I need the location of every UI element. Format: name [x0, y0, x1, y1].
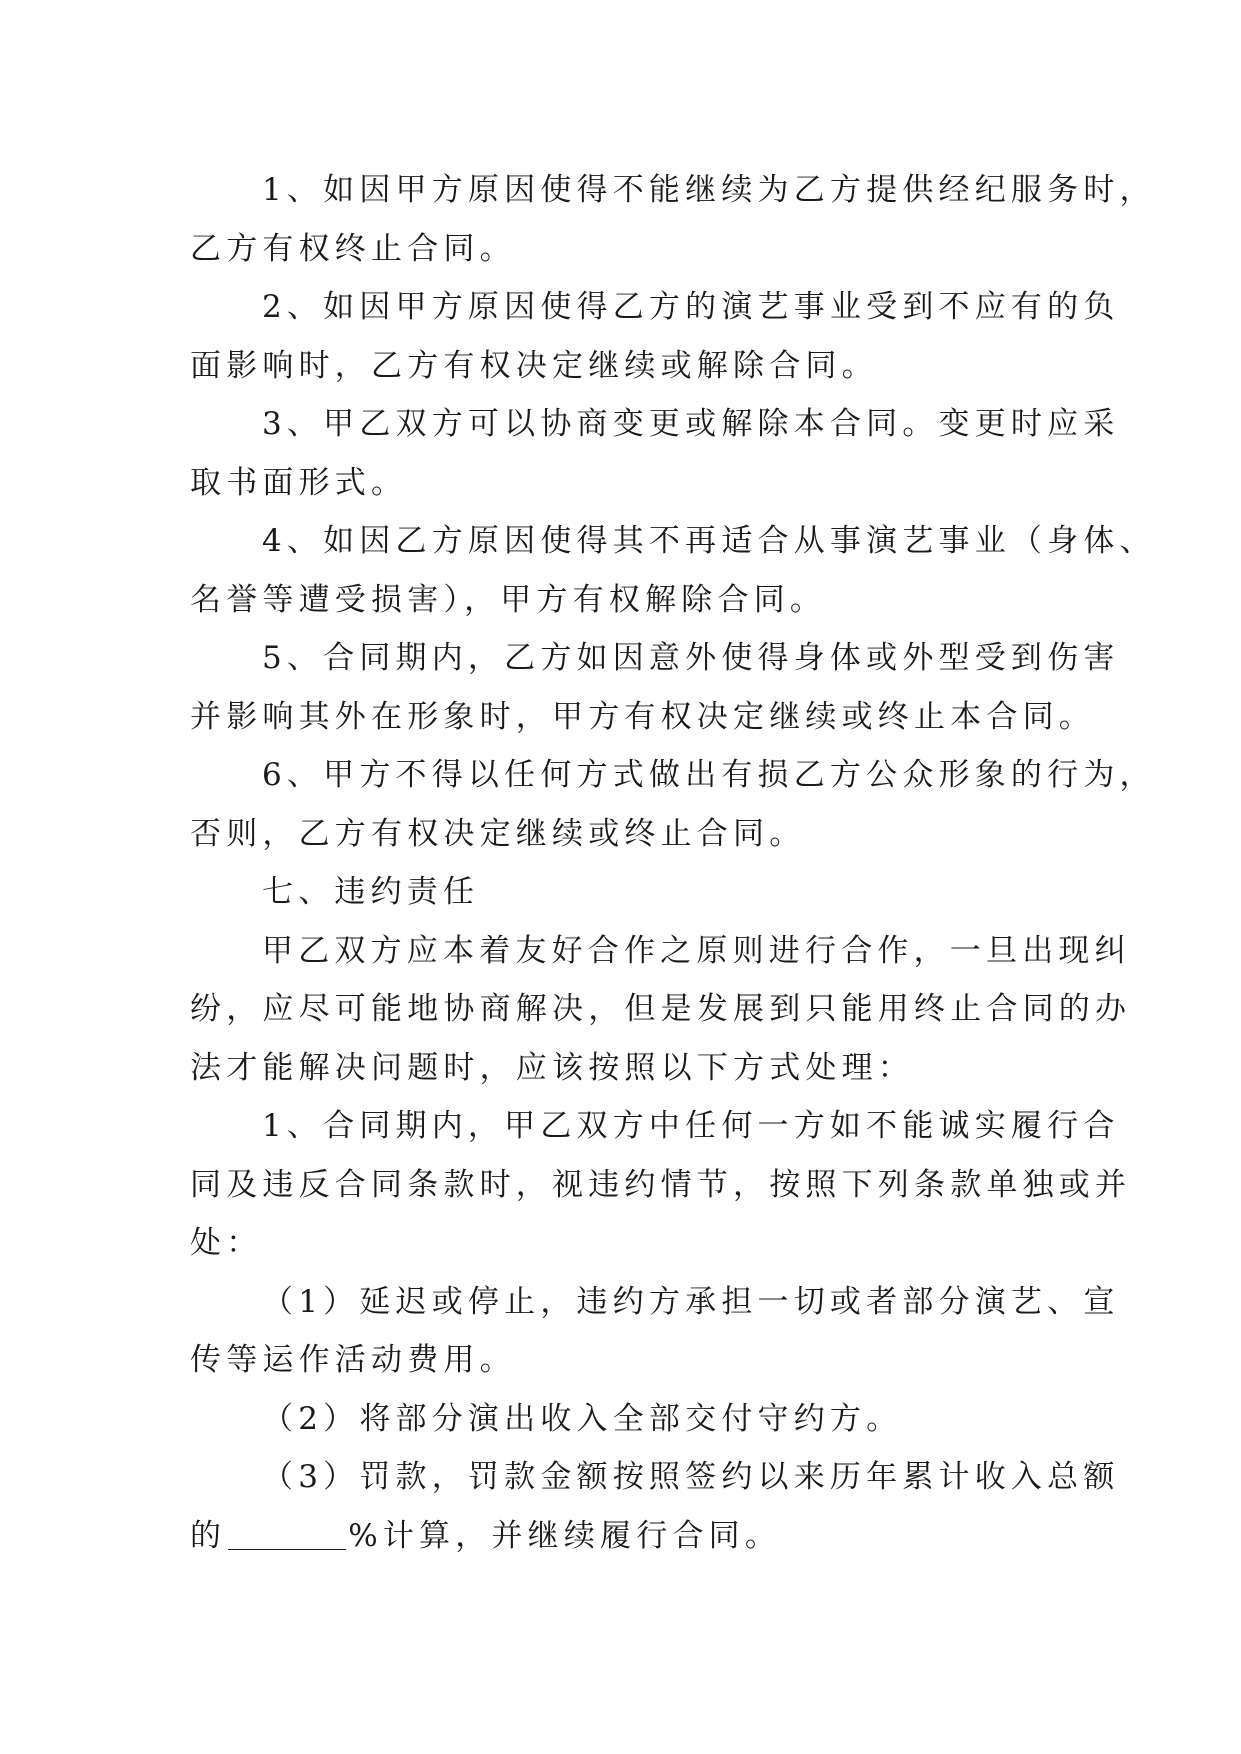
text-line-3: 2、如因甲方原因使得乙方的演艺事业受到不应有的负 — [262, 289, 1120, 325]
text-line-24-prefix: 的 — [190, 1517, 227, 1554]
text-line-9: 5、合同期内，乙方如因意外使得身体或外型受到伤害 — [262, 640, 1120, 676]
text-line-24 — [190, 1507, 1070, 1566]
text-line-2: 乙方有权终止合同。 — [190, 230, 516, 267]
text-line-23: （3）罚款，罚款金额按照签约以来历年累计收入总额 — [262, 1459, 1120, 1495]
text-line-18: 同及违反合同条款时，视违约情节，按照下列条款单独或并 — [190, 1166, 1132, 1203]
text-line-7: 4、如因乙方原因使得其不再适合从事演艺事业（身体、 — [262, 523, 1156, 559]
text-line-24-suffix: %计算，并继续履行合同。 — [348, 1517, 782, 1554]
text-line-16: 法才能解决问题时，应该按照以下方式处理： — [190, 1049, 914, 1086]
text-line-12: 否则，乙方有权决定继续或终止合同。 — [190, 815, 806, 852]
text-line-6: 取书面形式。 — [190, 464, 408, 501]
text-line-8: 名誉等遭受损害），甲方有权解除合同。 — [190, 581, 827, 618]
text-line-20: （1）延迟或停止，违约方承担一切或者部分演艺、宣 — [262, 1283, 1120, 1320]
text-line-1: 1、如因甲方原因使得不能继续为乙方提供经纪服务时， — [262, 172, 1156, 208]
section-heading: 七、违约责任 — [262, 874, 480, 910]
text-line-11: 6、甲方不得以任何方式做出有损乙方公众形象的行为， — [262, 757, 1156, 793]
text-line-4: 面影响时，乙方有权决定继续或解除合同。 — [190, 347, 878, 384]
text-line-17: 1、合同期内，甲乙双方中任何一方如不能诚实履行合 — [262, 1108, 1120, 1144]
text-line-14: 甲乙双方应本着友好合作之原则进行合作，一旦出现纠 — [262, 932, 1131, 969]
text-line-15: 纷，应尽可能地协商解决，但是发展到只能用终止合同的办 — [190, 991, 1132, 1027]
text-line-10: 并影响其外在形象时，甲方有权决定继续或终止本合同。 — [190, 698, 1095, 735]
text-line-21: 传等运作活动费用。 — [190, 1342, 516, 1378]
document-body — [190, 161, 1156, 1565]
text-line-19: 处： — [190, 1225, 263, 1261]
text-line-22: （2）将部分演出收入全部交付守约方。 — [262, 1400, 903, 1437]
text-line-5: 3、甲乙双方可以协商变更或解除本合同。变更时应采 — [262, 406, 1120, 442]
percentage-blank — [228, 1519, 346, 1550]
